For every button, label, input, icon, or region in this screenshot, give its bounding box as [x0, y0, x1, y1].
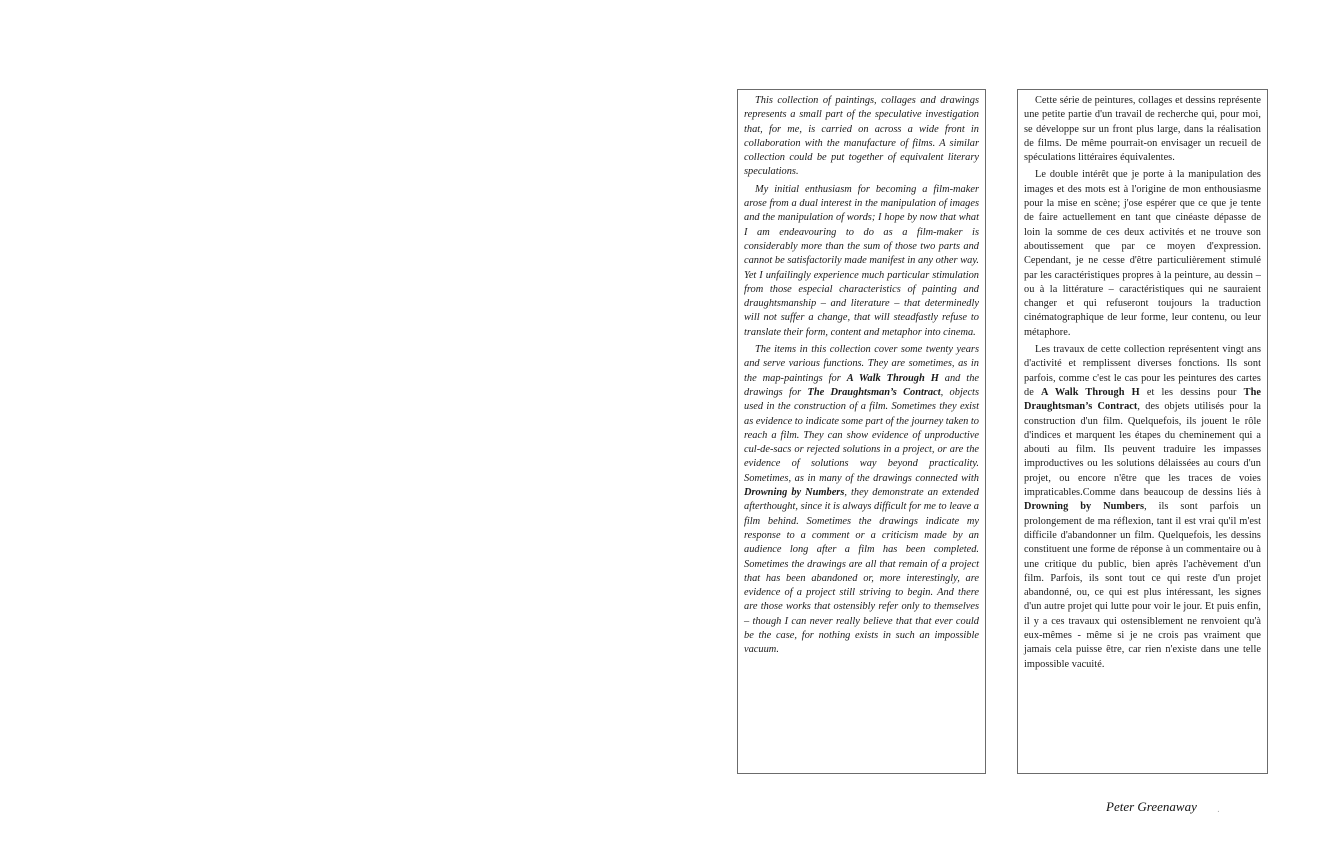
title-reference: The Draughtsman’s Contract	[1024, 386, 1261, 413]
text-run: My initial enthusiasm for becoming a film-maker arose from a dual interest in the manipulation of images and the manipulation of words; I hope by now that what I am endeavouring to do as a film-maker is considerably more than the sum of those two parts and cannot be satisfactorily made manifest in any other way. Yet I unfailingly experience much particular stimulation from those especial characteristics of painting and draughtsmanship – and literature – that determinedly will not suffer a change, that will steadfastly refuse to translate their form, content and metaphor into cinema.	[744, 183, 979, 338]
paragraph	[1024, 94, 1261, 165]
title-reference: The Draughtsman’s Contract	[807, 386, 941, 398]
title-reference: Drowning by Numbers	[1024, 501, 1145, 513]
author-signature: Peter Greenaway	[1106, 799, 1197, 814]
title-reference: A Walk Through H	[1040, 386, 1140, 398]
paragraph	[744, 343, 979, 658]
paragraph	[744, 94, 979, 180]
text-run: Les travaux de cette collection représentent vingt ans d'activité et remplissent diverses fonctions. Ils sont parfois, comme c'est le cas pour les peintures des cartes de	[1024, 344, 1261, 398]
text-run: Cette série de peintures, collages et dessins représente une petite partie d'un travail de recherche qui, pour moi, se développe sur un front plus large, dans la réalisation de films. De même pourrait-on envisager un recueil de spéculations littéraires équivalentes.	[1024, 95, 1261, 164]
paragraph	[1024, 343, 1261, 672]
text-run: , ils sont parfois un prolongement de ma réflexion, tant il est vrai qu'il m'est difficile d'abandonner un film. Quelquefois, les dessins constituent une forme de réponse à un commentaire ou à une critique du public, bien après l'achèvement d'un film. Parfois, ils sont tout ce qui reste d'un projet abandonné, ou, ce qui est plus intéressant, les signes d'un autre projet qui lutte pour voir le jour. Et puis enfin, il y a ces travaux qui ostensiblement ne renvoient qu'à eux-mêmes - même si je ne crois pas vraiment que jamais cela puisse être, car rien n'existe dans une telle impossible vacuité.	[1024, 501, 1261, 670]
english-text-column	[737, 89, 986, 774]
text-run: This collection of paintings, collages and drawings represents a small part of the speculative investigation that, for me, is carried on across a wide front in collaboration with the manufacture of films. A similar collection could be put together of equivalent literary speculations.	[744, 95, 979, 178]
text-run: et les dessins pour	[1139, 386, 1244, 398]
text-run: Le double intérêt que je porte à la manipulation des images et des mots est à l'origine de mon enthousiasme pour la mise en scène; j'ose espérer que ce que je tente de faire actuellement en tant que cinéaste dépasse de loin la somme de ces deux activités et ne trouve son aboutissement que par ce moyen d'expression. Cependant, je ne cesse d'être particulièrement stimulé par les caractéristiques propres à la peinture, au dessin – ou à la littérature – caractéristiques qui ne sauraient changer et qui refuseront toujours la traduction cinématographique de leur forme, leur contenu, ou leur métaphore.	[1024, 169, 1261, 338]
text-run: , objects used in the construction of a film. Sometimes they exist as evidence to indicate some part of the journey taken to reach a film. They can show evidence of unproductive cul-de-sacs or rejected solutions in a project, or are the evidence of solutions way beyond practicality. Sometimes, as in many of the drawings connected with	[744, 386, 979, 484]
text-run: The items in this collection cover some twenty years and serve various functions. They are sometimes, as in the map-paintings for	[744, 344, 979, 384]
text-run: , des objets utilisés pour la construction d'un film. Quelquefois, ils jouent le rôle d'indices et marquent les étapes du cheminement qui a abouti au film. Ils peuvent traduire les impasses improductives ou les solutions délaissées au cours d'un projet, ou encore n'être que les traces de voies impraticables.Comme dans beaucoup de dessins liés à	[1024, 401, 1261, 499]
paragraph	[744, 183, 979, 340]
text-run: and the drawings for	[744, 372, 979, 398]
french-text-column	[1017, 89, 1268, 774]
title-reference: A Walk Through H	[846, 372, 939, 384]
decorative-mark: .	[1217, 805, 1220, 815]
title-reference: Drowning by Numbers	[744, 487, 845, 499]
text-run: , they demonstrate an extended afterthought, since it is always difficult for me to leave a film behind. Sometimes the drawings indicate my response to a comment or a criticism made by an audience long after a film has been completed. Sometimes the drawings are all that remain of a project that has been abandoned or, more interestingly, are evidence of a project still striving to begin. And there are those works that ostensibly refer only to themselves – though I can never really believe that that ever could be the case, for nothing exists in such an impossible vacuum.	[744, 487, 979, 656]
paragraph	[1024, 168, 1261, 340]
